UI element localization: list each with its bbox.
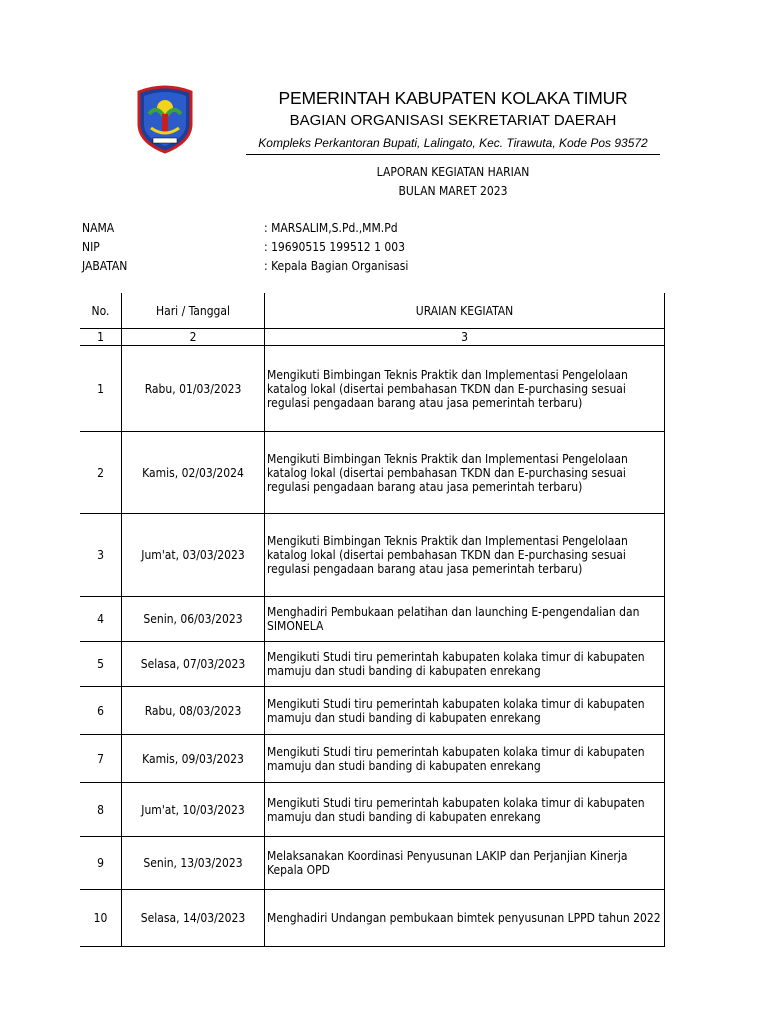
row-date: Selasa, 14/03/2023 xyxy=(122,890,265,947)
table-row xyxy=(80,735,665,783)
table-row xyxy=(80,783,665,837)
header-divider xyxy=(246,154,660,155)
row-date: Senin, 06/03/2023 xyxy=(122,597,265,642)
government-name: PEMERINTAH KABUPATEN KOLAKA TIMUR xyxy=(278,88,628,108)
row-number: 8 xyxy=(80,783,122,837)
table-row xyxy=(80,687,665,735)
nip-value: : 19690515 199512 1 003 xyxy=(264,240,405,254)
row-activity: Menghadiri Undangan pembukaan bimtek penyusunan LPPD tahun 2022 xyxy=(265,890,665,947)
header-date: Hari / Tanggal xyxy=(122,293,265,329)
header-no: No. xyxy=(91,303,110,318)
row-number: 4 xyxy=(80,597,122,642)
row-activity: Menghadiri Pembukaan pelatihan dan launching E-pengendalian dan SIMONELA xyxy=(265,597,665,642)
row-number: 2 xyxy=(80,432,122,514)
row-activity: Melaksanakan Koordinasi Penyusunan LAKIP dan Perjanjian Kinerja Kepala OPD xyxy=(265,837,665,890)
row-date: Kamis, 09/03/2023 xyxy=(122,735,265,783)
table-row xyxy=(80,346,665,432)
row-activity: Mengikuti Bimbingan Teknis Praktik dan Implementasi Pengelolaan katalog lokal (disertai pembahasan TKDN dan E-purchasing sesuai regulasi pengadaan barang atau jasa pemerintah terbaru) xyxy=(265,432,665,514)
row-number: 10 xyxy=(80,890,122,947)
index-cell: 1 xyxy=(80,329,122,346)
row-date: Rabu, 01/03/2023 xyxy=(122,346,265,432)
table-row xyxy=(80,514,665,597)
row-date: Senin, 13/03/2023 xyxy=(122,837,265,890)
row-activity: Mengikuti Studi tiru pemerintah kabupaten kolaka timur di kabupaten mamuju dan studi banding di kabupaten enrekang xyxy=(265,687,665,735)
row-date: Rabu, 08/03/2023 xyxy=(122,687,265,735)
name-label: NAMA xyxy=(82,221,115,235)
office-address: Kompleks Perkantoran Bupati, Lalingato, Kec. Tirawuta, Kode Pos 93572 xyxy=(258,136,648,150)
row-activity: Mengikuti Bimbingan Teknis Praktik dan Implementasi Pengelolaan katalog lokal (disertai pembahasan TKDN dan E-purchasing sesuai regulasi pengadaan barang atau jasa pemerintah terbaru) xyxy=(265,514,665,597)
row-number: 3 xyxy=(80,514,122,597)
row-date: Jum'at, 03/03/2023 xyxy=(122,514,265,597)
row-activity: Mengikuti Bimbingan Teknis Praktik dan Implementasi Pengelolaan katalog lokal (disertai pembahasan TKDN dan E-purchasing sesuai regulasi pengadaan barang atau jasa pemerintah terbaru) xyxy=(265,346,665,432)
report-period: BULAN MARET 2023 xyxy=(398,184,508,198)
table-row xyxy=(80,890,665,947)
table-row xyxy=(80,642,665,687)
row-number: 5 xyxy=(80,642,122,687)
header-activity: URAIAN KEGIATAN xyxy=(265,293,665,329)
row-number: 9 xyxy=(80,837,122,890)
position-label: JABATAN xyxy=(82,259,128,273)
position-value: : Kepala Bagian Organisasi xyxy=(264,259,409,273)
table-row xyxy=(80,597,665,642)
row-number: 7 xyxy=(80,735,122,783)
table-index-row xyxy=(80,329,665,346)
index-cell: 2 xyxy=(122,329,265,346)
department-name: BAGIAN ORGANISASI SEKRETARIAT DAERAH xyxy=(289,112,617,129)
nip-label: NIP xyxy=(82,240,100,254)
table-row xyxy=(80,432,665,514)
activity-table xyxy=(80,293,665,947)
index-cell: 3 xyxy=(265,329,665,346)
table-header-row xyxy=(80,293,665,329)
row-activity: Mengikuti Studi tiru pemerintah kabupaten kolaka timur di kabupaten mamuju dan studi banding di kabupaten enrekang xyxy=(265,783,665,837)
row-date: Selasa, 07/03/2023 xyxy=(122,642,265,687)
row-activity: Mengikuti Studi tiru pemerintah kabupaten kolaka timur di kabupaten mamuju dan studi banding di kabupaten enrekang xyxy=(265,735,665,783)
name-value: : MARSALIM,S.Pd.,MM.Pd xyxy=(264,221,398,235)
row-number: 1 xyxy=(80,346,122,432)
row-number: 6 xyxy=(80,687,122,735)
report-title: LAPORAN KEGIATAN HARIAN xyxy=(376,165,530,179)
row-date: Kamis, 02/03/2024 xyxy=(122,432,265,514)
row-date: Jum'at, 10/03/2023 xyxy=(122,783,265,837)
table-row xyxy=(80,837,665,890)
row-activity: Mengikuti Studi tiru pemerintah kabupaten kolaka timur di kabupaten mamuju dan studi banding di kabupaten enrekang xyxy=(265,642,665,687)
